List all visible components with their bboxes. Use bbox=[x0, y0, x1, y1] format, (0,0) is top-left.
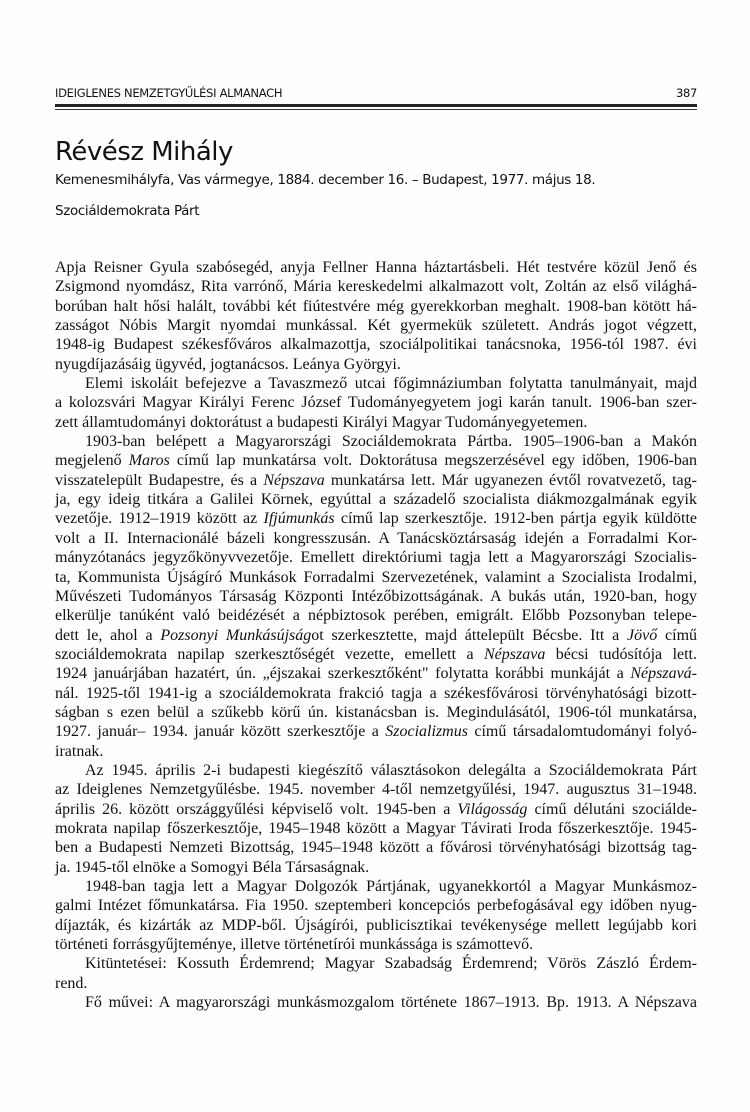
publication-title: Népszava bbox=[263, 471, 325, 489]
text-line: 1924 januárjában hazatért, ún. „éjszakai szerkesztőként" folytatta korábbi munkáját a Népszavá- bbox=[55, 665, 697, 683]
text-line: megjelenő Maros című lap munkatársa volt. Doktorátusa megszerzésével egy időben, 1906-ban bbox=[55, 452, 698, 470]
page-number: 387 bbox=[675, 86, 697, 100]
text-line: ta, Kommunista Újságíró Munkások Forradalmi Szervezetének, valamint a Szocialista Irodalmi, bbox=[55, 568, 697, 586]
text-line: volt a II. Internacionálé bázeli kongresszusán. A Tanácsköztársaság idején a Forradalmi Kor- bbox=[55, 529, 697, 547]
text-line: Művészeti Tudományos Társaság Központi Intézőbizottságának. A bukás után, 1920-ban, hogy bbox=[55, 587, 697, 605]
text-line: történeti forrásgyűjteménye, illetve történetírói munkássága is számottevő. bbox=[55, 936, 534, 954]
text-line: ja. 1945-től elnöke a Somogyi Béla Társaságnak. bbox=[55, 858, 370, 876]
text-line: Zsigmond nyomdász, Rita varrónő, Mária kereskedelmi alkalmazott volt, Zoltán az első világhá- bbox=[55, 278, 697, 296]
text-line: 1948-ig Budapest székesfőváros alkalmazottja, szociálpolitikai tanácsnoka, 1956-tól 1987. évi bbox=[55, 336, 697, 354]
text-line: szociáldemokrata napilap szerkesztőségét vezette, emellett a Népszava bécsi tudósítója lett. bbox=[55, 645, 698, 663]
text-line: mányzótanács jegyzőkönyvvezetője. Emellett direktóriumi tagja lett a Magyarországi Szocialis- bbox=[55, 549, 697, 567]
publication-title: Jövő bbox=[627, 626, 658, 644]
text-line: zasságot Nóbis Margit nyomdai munkással. Két gyermekük született. András jogot végzett, bbox=[55, 317, 697, 335]
publication-title: Pozsonyi Munkásújság bbox=[160, 626, 312, 644]
header-rule-thick bbox=[55, 104, 697, 107]
publication-title: Szocializmus bbox=[385, 723, 468, 741]
text-line: iratnak. bbox=[55, 742, 104, 760]
text-line: Kitüntetései: Kossuth Érdemrend; Magyar Szabadság Érdemrend; Vörös Zászló Érdem- bbox=[85, 955, 697, 973]
text-line: 1903-ban belépett a Magyarországi Szociáldemokrata Pártba. 1905–1906-ban a Makón bbox=[85, 433, 697, 451]
text-line: galmi Intézet főmunkatársa. Fia 1950. szeptemberi koncepciós perbefogásával egy időben nyug- bbox=[55, 897, 697, 915]
text-line: rend. bbox=[55, 974, 88, 992]
text-line: ságban s ezen belül a szűkebb körű ún. kistanácsban is. Megindulásától, 1906-tól munkatársa, bbox=[55, 703, 697, 721]
text-line: 1927. január– 1934. január között szerkesztője a Szocializmus című társadalomtudományi folyó- bbox=[55, 723, 697, 741]
entry-party: Szociáldemokrata Párt bbox=[55, 203, 200, 219]
text-line: az Ideiglenes Nemzetgyűlésbe. 1945. november 4-től nemzetgyűlési, 1947. augusztus 31–1948. bbox=[55, 781, 697, 799]
publication-title: Ifjúmunkás bbox=[263, 510, 335, 528]
text-line: dett le, ahol a Pozsonyi Munkásújságot szerkesztette, majd áttelepült Bécsbe. Itt a Jövő című bbox=[55, 626, 698, 644]
text-line: nál. 1925-től 1941-ig a szociáldemokrata frakció tagja a székesfővárosi törvényhatósági bizott- bbox=[55, 684, 697, 702]
text-line: vezetője. 1912–1919 között az Ifjúmunkás című lap szerkesztője. 1912-ben pártja egyik küldötte bbox=[55, 510, 697, 528]
text-line: Fő művei: A magyarországi munkásmozgalom története 1867–1913. Bp. 1913. A Népszava bbox=[85, 994, 697, 1012]
header-rule-thin bbox=[55, 109, 697, 110]
entry-name: Révész Mihály bbox=[55, 137, 233, 167]
publication-title: Népszavá- bbox=[630, 665, 697, 683]
running-head-title: IDEIGLENES NEMZETGYŰLÉSI ALMANACH bbox=[55, 86, 283, 100]
running-head bbox=[55, 86, 697, 100]
text-line: elkerülje tanúként való beidézését a népbiztosok perében, emigrált. Előbb Pozsonyban telepe- bbox=[55, 607, 697, 625]
text-line: Az 1945. április 2-i budapesti kiegészítő választásokon delegálta a Szociáldemokrata Párt bbox=[85, 761, 697, 779]
text-line: ben a Budapesti Nemzeti Bizottság, 1945–1948 között a fővárosi törvényhatósági bizottság tag- bbox=[55, 839, 697, 857]
text-line: 1948-ban tagja lett a Magyar Dolgozók Pártjának, ugyanekkortól a Magyar Munkásmoz- bbox=[85, 878, 697, 895]
text-line: mokrata napilap főszerkesztője, 1945–1948 között a Magyar Távirati Iroda főszerkesztője. 1945- bbox=[55, 819, 697, 837]
publication-title: Maros bbox=[128, 452, 170, 470]
text-line: Elemi iskoláit befejezve a Tavaszmező utcai főgimnáziumban folytatta tanulmányait, majd bbox=[85, 375, 697, 393]
text-line: a kolozsvári Magyar Királyi Ferenc József Tudományegyetem jogi karán tanult. 1906-ban szer- bbox=[55, 394, 697, 412]
publication-title: Világosság bbox=[457, 800, 528, 818]
text-line: visszatelepült Budapestre, és a Népszava munkatársa lett. Már ugyanezen évtől rovatvezető, tag- bbox=[55, 471, 697, 489]
publication-title: Népszava bbox=[484, 645, 546, 663]
text-line: díjazták, és kizárták az MDP-ből. Újságírói, publicisztikai tevékenysége mellett legújabb kori bbox=[55, 916, 697, 934]
biography-body bbox=[55, 258, 697, 1012]
text-line: borúban halt hősi halált, további két fiútestvére még gyerekkorban meghalt. 1908-ban kötött há- bbox=[55, 297, 697, 315]
text-line: nyugdíjazásáig ügyvéd, jogtanácsos. Leánya Györgyi. bbox=[55, 355, 401, 373]
text-line: Apja Reisner Gyula szabósegéd, anyja Fellner Hanna háztartásbeli. Hét testvére közül Jenő és bbox=[55, 259, 697, 276]
entry-birth-death: Kemenesmihályfa, Vas vármegye, 1884. december 16. – Budapest, 1977. május 18. bbox=[55, 172, 596, 188]
text-line: ja, egy ideig titkára a Galilei Körnek, egyúttal a századelő szocialista diákmozgalmának egyik bbox=[55, 491, 697, 509]
text-line: zett államtudományi doktorátust a budapesti Királyi Magyar Tudományegyetemen. bbox=[55, 413, 588, 431]
text-line: április 26. között országgyűlési képviselő volt. 1945-ben a Világosság című délutáni szociálde- bbox=[55, 800, 698, 818]
